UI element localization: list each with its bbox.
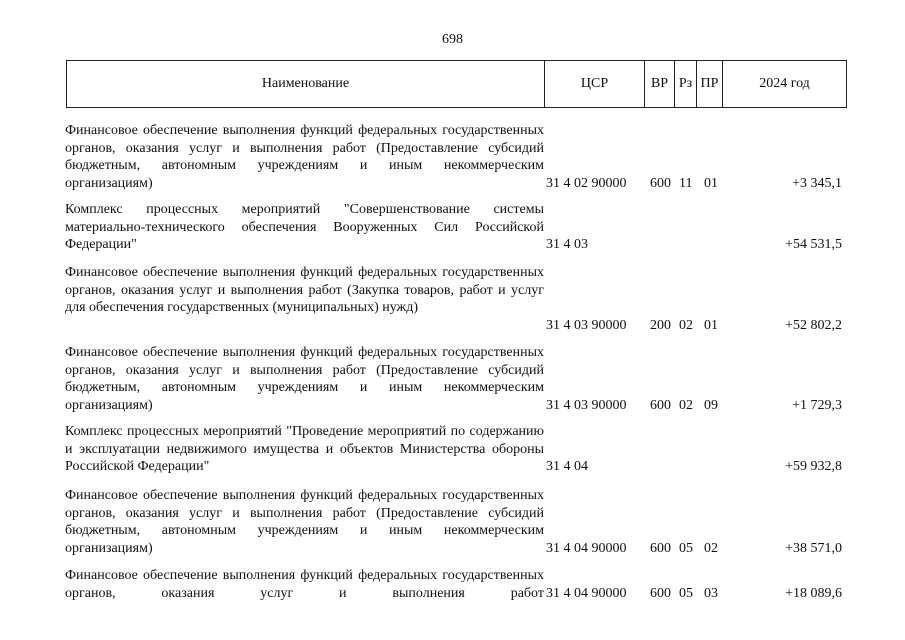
row-amount: +54 531,5 (785, 237, 842, 252)
row-vr: 200 (650, 318, 671, 333)
header-year: 2024 год (723, 61, 847, 108)
row-name: Финансовое обеспечение выполнения функций федеральных государственных органов, оказания услуг и выполнения работ (Закупка товаров, работ и услуг для обеспечения государственных (муниципальных) нужд) (65, 265, 544, 316)
row-name: Комплекс процессных мероприятий "Проведение мероприятий по содержанию и эксплуатации недвижимого имущества и объектов Министерства обороны Российской Федерации" (65, 424, 544, 475)
header-csr: ЦСР (545, 61, 645, 108)
row-name: Комплекс процессных мероприятий "Совершенствование системы материально-технического обеспечения Вооруженных Сил Российской Федерации" (65, 202, 544, 253)
row-vr: 600 (650, 398, 671, 413)
row-amount: +1 729,3 (792, 398, 842, 413)
header-vr: ВР (645, 61, 675, 108)
row-pr: 01 (704, 176, 718, 191)
row-name: Финансовое обеспечение выполнения функций федеральных государственных органов, оказания услуг и выполнения работ (Предоставление субсидий бюджетным, автономным учреждениям и иным некоммерческим организациям) (65, 488, 544, 557)
row-csr: 31 4 03 (546, 237, 588, 252)
row-vr: 600 (650, 176, 671, 191)
row-rz: 11 (679, 176, 693, 191)
row-rz: 05 (679, 586, 693, 601)
row-csr: 31 4 04 (546, 459, 588, 474)
row-name: Финансовое обеспечение выполнения функций федеральных государственных органов, оказания услуг и выполнения работ (Предоставление субсидий бюджетным, автономным учреждениям и иным некоммерческим организациям) (65, 123, 544, 192)
row-pr: 01 (704, 318, 718, 333)
row-vr: 600 (650, 586, 671, 601)
row-pr: 09 (704, 398, 718, 413)
row-rz: 05 (679, 541, 693, 556)
row-amount: +18 089,6 (785, 586, 842, 601)
row-csr: 31 4 04 90000 (546, 586, 627, 601)
row-amount: +38 571,0 (785, 541, 842, 556)
row-csr: 31 4 03 90000 (546, 318, 627, 333)
row-name: Финансовое обеспечение выполнения функций федеральных государственных органов, оказания услуг и выполнения работ (Предоставление субсидий бюджетным, автономным учреждениям и иным некоммерческим организациям) (65, 345, 544, 414)
row-amount: +3 345,1 (792, 176, 842, 191)
header-pr: ПР (697, 61, 723, 108)
page-number: 698 (442, 32, 463, 47)
row-pr: 03 (704, 586, 718, 601)
row-csr: 31 4 02 90000 (546, 176, 627, 191)
row-amount: +59 932,8 (785, 459, 842, 474)
row-name: Финансовое обеспечение выполнения функций федеральных государственных органов, оказания услуг и выполнения работ (65, 568, 544, 601)
row-rz: 02 (679, 398, 693, 413)
row-rz: 02 (679, 318, 693, 333)
header-name: Наименование (67, 61, 545, 108)
row-amount: +52 802,2 (785, 318, 842, 333)
row-vr: 600 (650, 541, 671, 556)
row-pr: 02 (704, 541, 718, 556)
row-csr: 31 4 04 90000 (546, 541, 627, 556)
row-csr: 31 4 03 90000 (546, 398, 627, 413)
header-rz: Рз (675, 61, 697, 108)
